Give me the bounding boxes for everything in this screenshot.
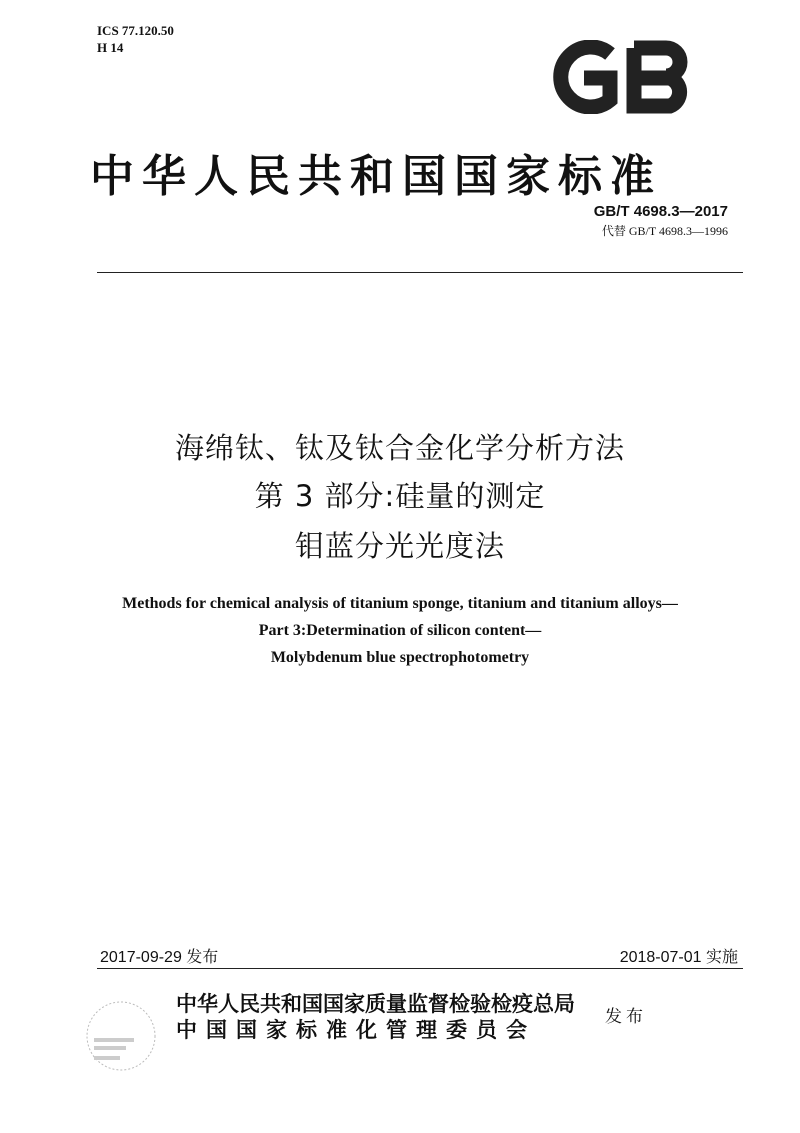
title-en-line-3: Molybdenum blue spectrophotometry [270,649,530,666]
publish-date: 2017-09-29 发布 [100,949,219,966]
title-cn-line-2: 第 3 部分:硅量的测定 [254,479,546,513]
national-standard-title: 中华人民共和国国家标准 [90,151,662,202]
implementation-date: 2018-07-01 实施 [619,949,738,966]
classification-codes [97,22,174,56]
standard-number: GB/T 4698.3—2017 [593,203,728,220]
title-en-line-2: Part 3:Determination of silicon content— [258,622,542,639]
title-cn-line-3: 钼蓝分光光度法 [294,529,505,563]
issuer-sac: 中国国家标准化管理委员会 [176,1017,536,1042]
title-cn-line-1: 海绵钛、钛及钛合金化学分析方法 [174,431,625,465]
ics-code: ICS 77.120.50 [97,23,174,38]
ccs-code: H 14 [97,40,124,55]
title-en-line-1: Methods for chemical analysis of titanium sponge, titanium and titanium alloys— [122,595,678,612]
gb-logo [538,40,702,114]
seal-stamp-icon [80,998,162,1074]
issue-label: 发布 [605,1007,647,1027]
issuer-aqsiq: 中华人民共和国国家质量监督检验检疫总局 [176,991,575,1016]
header-divider [97,272,743,273]
replaced-standard: 代替 GB/T 4698.3—1996 [601,224,728,238]
footer-divider [97,968,743,969]
